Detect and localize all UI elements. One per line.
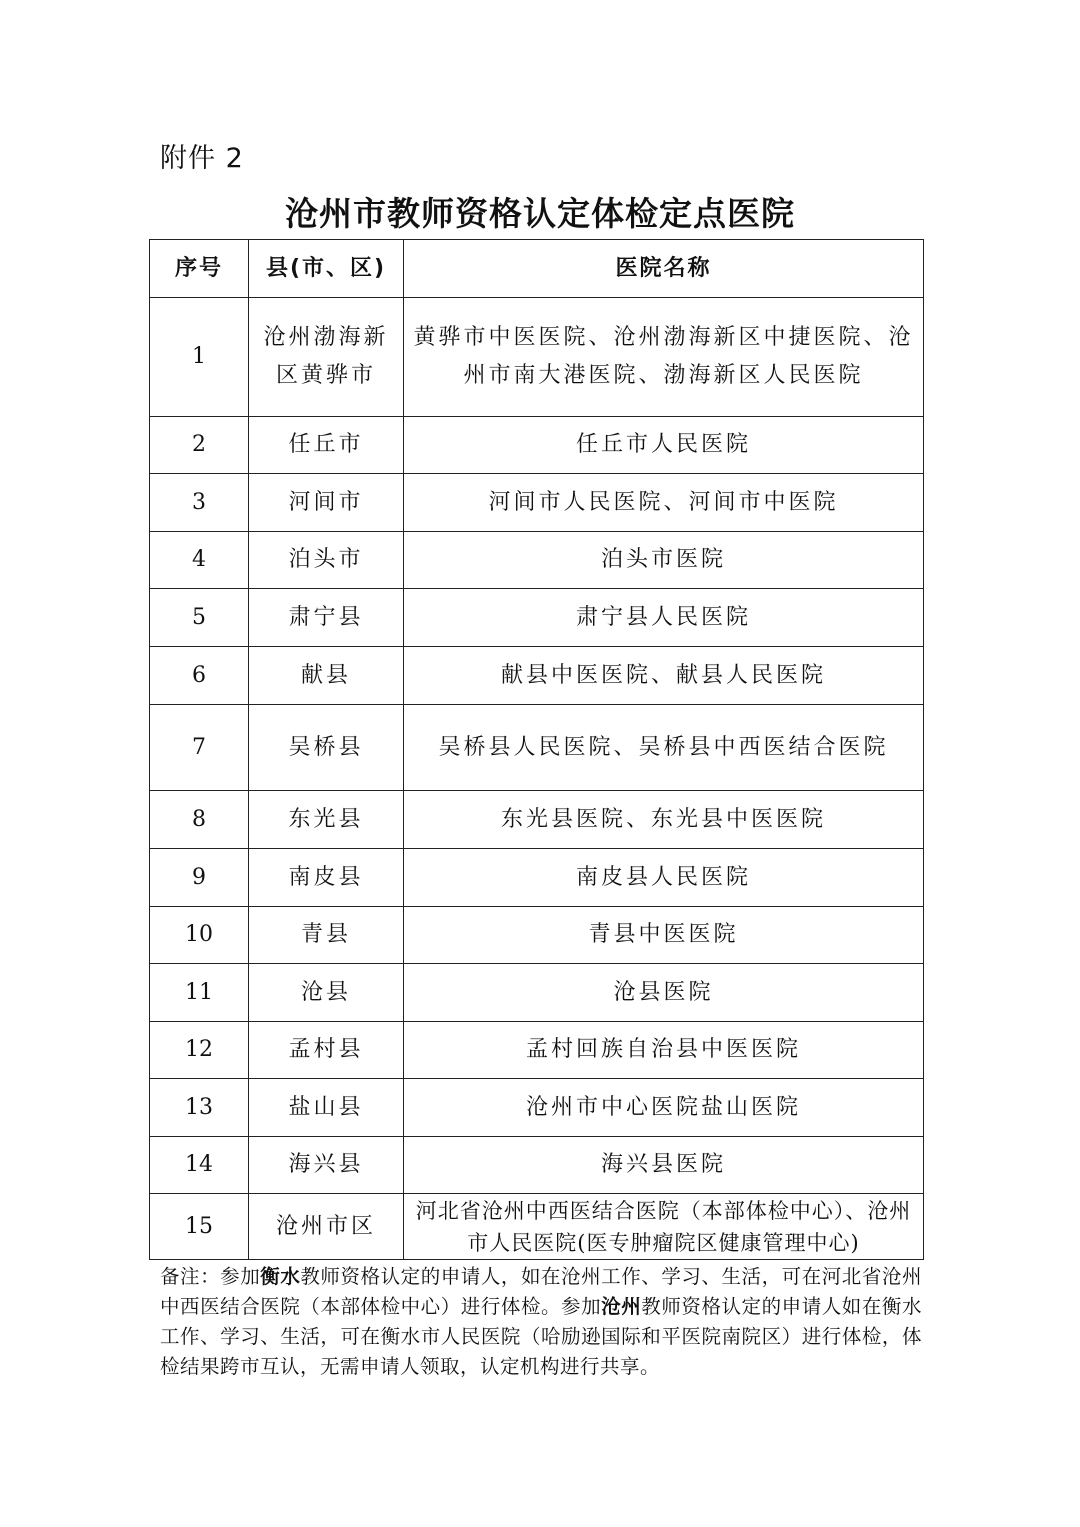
table-row (150, 417, 924, 474)
table-row (150, 532, 924, 589)
table-row (150, 849, 924, 907)
note-text-3: 教师资格认定的申请人如在衡水工作、学习、生活，可在衡水市人民医院（哈励逊国际和平医院南院区）进行体检，体检结果跨市互认，无需申请人领取，认定机构进行共享。 (160, 1295, 922, 1378)
row-hospitals: 吴桥县人民医院、吴桥县中西医结合医院 (404, 705, 924, 791)
row-hospitals: 河间市人民医院、河间市中医院 (404, 474, 924, 532)
row-number: 3 (150, 474, 249, 532)
table-row (150, 589, 924, 647)
row-number: 11 (150, 964, 249, 1022)
row-hospitals: 泊头市医院 (404, 532, 924, 589)
row-county: 吴桥县 (249, 705, 404, 791)
header-hospital-name: 医院名称 (404, 240, 924, 298)
row-hospitals: 沧州市中心医院盐山医院 (404, 1079, 924, 1137)
row-county: 沧州渤海新区黄骅市 (249, 298, 404, 417)
row-county: 孟村县 (249, 1022, 404, 1079)
note-text-1: 备注：参加 (160, 1265, 261, 1288)
table-row (150, 474, 924, 532)
document-title: 沧州市教师资格认定体检定点医院 (285, 194, 795, 233)
table-row (150, 1079, 924, 1137)
row-hospitals: 南皮县人民医院 (404, 849, 924, 907)
row-hospitals: 献县中医医院、献县人民医院 (404, 647, 924, 705)
header-serial-number: 序号 (150, 240, 249, 298)
row-county: 海兴县 (249, 1137, 404, 1194)
table-row (150, 647, 924, 705)
table-row (150, 1022, 924, 1079)
row-number: 2 (150, 417, 249, 474)
row-county: 献县 (249, 647, 404, 705)
row-hospitals: 沧县医院 (404, 964, 924, 1022)
table-row (150, 705, 924, 791)
table-row (150, 1194, 924, 1260)
row-county: 肃宁县 (249, 589, 404, 647)
table-row (150, 298, 924, 417)
row-number: 6 (150, 647, 249, 705)
row-county: 河间市 (249, 474, 404, 532)
row-county: 任丘市 (249, 417, 404, 474)
row-county: 青县 (249, 907, 404, 964)
row-number: 12 (150, 1022, 249, 1079)
row-number: 10 (150, 907, 249, 964)
row-hospitals: 海兴县医院 (404, 1137, 924, 1194)
row-hospitals: 肃宁县人民医院 (404, 589, 924, 647)
row-hospitals: 黄骅市中医医院、沧州渤海新区中捷医院、沧州市南大港医院、渤海新区人民医院 (404, 298, 924, 417)
row-county: 泊头市 (249, 532, 404, 589)
attachment-label: 附件 2 (160, 143, 244, 174)
row-county: 盐山县 (249, 1079, 404, 1137)
row-county: 南皮县 (249, 849, 404, 907)
footnote (160, 1262, 922, 1382)
row-county: 沧州市区 (249, 1194, 404, 1260)
table-row (150, 791, 924, 849)
row-number: 7 (150, 705, 249, 791)
row-number: 9 (150, 849, 249, 907)
table-row (150, 1137, 924, 1194)
row-number: 15 (150, 1194, 249, 1260)
row-hospitals: 青县中医医院 (404, 907, 924, 964)
hospital-table (149, 239, 924, 1260)
note-bold-cangzhou: 沧州 (601, 1295, 642, 1318)
row-number: 4 (150, 532, 249, 589)
row-hospitals: 孟村回族自治县中医医院 (404, 1022, 924, 1079)
note-text-2: 教师资格认定的申请人，如在沧州工作、学习、生活，可在河北省沧州中西医结合医院（本部体检中心）进行体检。参加 (160, 1265, 922, 1318)
row-number: 8 (150, 791, 249, 849)
note-bold-hengshui: 衡水 (260, 1265, 301, 1288)
table-row (150, 964, 924, 1022)
row-hospitals: 东光县医院、东光县中医医院 (404, 791, 924, 849)
row-number: 13 (150, 1079, 249, 1137)
row-county: 沧县 (249, 964, 404, 1022)
table-row (150, 907, 924, 964)
row-hospitals: 河北省沧州中西医结合医院（本部体检中心）、沧州市人民医院(医专肿瘤院区健康管理中心) (404, 1194, 924, 1260)
row-number: 14 (150, 1137, 249, 1194)
table-header-row (150, 240, 924, 298)
row-hospitals: 任丘市人民医院 (404, 417, 924, 474)
row-number: 5 (150, 589, 249, 647)
row-county: 东光县 (249, 791, 404, 849)
row-number: 1 (150, 298, 249, 417)
header-county: 县(市、区) (249, 240, 404, 298)
